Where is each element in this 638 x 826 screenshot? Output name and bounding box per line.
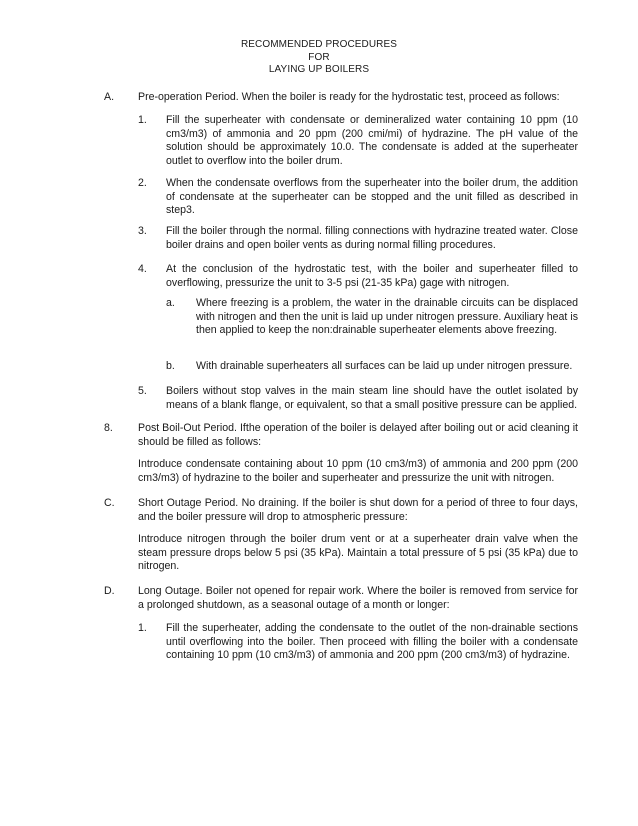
section-c-label: C.	[104, 497, 115, 509]
section-a-heading: Pre-operation Period. When the boiler is ready for the hydrostatic test, proceed as follows:	[138, 91, 560, 103]
step-4b-text: With drainable superheaters all surfaces can be laid up under nitrogen pressure.	[196, 360, 573, 372]
section-d-heading: Long Outage. Boiler not opened for repair work. Where the boiler is removed from service for a prolonged shutdown, as a seasonal outage of a month or longer:	[138, 585, 578, 611]
step-2-number: 2.	[138, 177, 147, 189]
section-b-label: 8.	[104, 422, 113, 434]
section-b-paragraph: Introduce condensate containing about 10 ppm (10 cm3/m3) of ammonia and 200 ppm (200 cm3/m3) of hydrazine to the boiler and superheater and pressurize the unit with nitrogen.	[138, 458, 578, 484]
section-d-label: D.	[104, 585, 115, 597]
step-5-text: Boilers without stop valves in the main steam line should have the outlet isolated by means of a blank flange, or equivalent, so that a small positive pressure can be applied.	[166, 385, 578, 411]
section-a-label: A.	[104, 91, 115, 103]
step-4a-letter: a.	[166, 297, 175, 309]
section-c-paragraph: Introduce nitrogen through the boiler drum vent or at a superheater drain valve when the steam pressure drops below 5 psi (35 kPa). Maintain a total pressure of 5 psi (35 kPa) due to nitrogen.	[138, 533, 578, 573]
step-3-text: Fill the boiler through the normal. filling connections with hydrazine treated water. Close boiler drains and open boiler vents as during normal filling procedures.	[166, 225, 578, 251]
section-d-step-1-number: 1.	[138, 622, 147, 634]
title-line-1: RECOMMENDED PROCEDURES	[240, 39, 398, 50]
step-1-text: Fill the superheater with condensate or demineralized water containing 10 ppm (10 cm3/m3) of ammonia and 20 ppm (200 cmi/mi) of hydrazine. The pH value of the solution should be approximately 10.0. The condensate is added at the superheater outlet to overflow into the boiler drum.	[166, 114, 578, 167]
step-5-number: 5.	[138, 385, 147, 397]
step-3-number: 3.	[138, 225, 147, 237]
step-2-text: When the condensate overflows from the superheater into the boiler drum, the addition of condensate at the superheater can be stopped and the unit filled as described in step3.	[166, 177, 578, 217]
section-d-step-1-text: Fill the superheater, adding the condensate to the outlet of the non-drainable sections until overflowing into the boiler. Then proceed with filling the boiler with a condensate containing 10 ppm (10 cm3/m3) of ammonia and 200 ppm (200 cm3/m3) of hydrazine.	[166, 622, 578, 662]
step-4-text: At the conclusion of the hydrostatic test, with the boiler and superheater filled to overflowing, pressurize the unit to 3-5 psi (21-35 kPa) gage with nitrogen.	[166, 263, 578, 289]
step-4b-letter: b.	[166, 360, 175, 372]
title-line-2: FOR	[308, 51, 330, 63]
title-line-3: LAYING UP BOILERS	[268, 64, 370, 75]
section-b-heading: Post Boil-Out Period. Ifthe operation of the boiler is delayed after boiling out or acid cleaning it should be filled as follows:	[138, 422, 578, 448]
step-4a-text: Where freezing is a problem, the water in the drainable circuits can be displaced with nitrogen and then the unit is laid up under nitrogen pressure. Auxiliary heat is then applied to keep the non:drainable superheater elements above freezing.	[196, 297, 578, 337]
step-1-number: 1.	[138, 114, 147, 126]
step-4-number: 4.	[138, 263, 147, 275]
document-title	[0, 39, 638, 77]
section-c-heading: Short Outage Period. No draining. If the boiler is shut down for a period of three to four days, and the boiler pressure will drop to atmospheric pressure:	[138, 497, 578, 523]
